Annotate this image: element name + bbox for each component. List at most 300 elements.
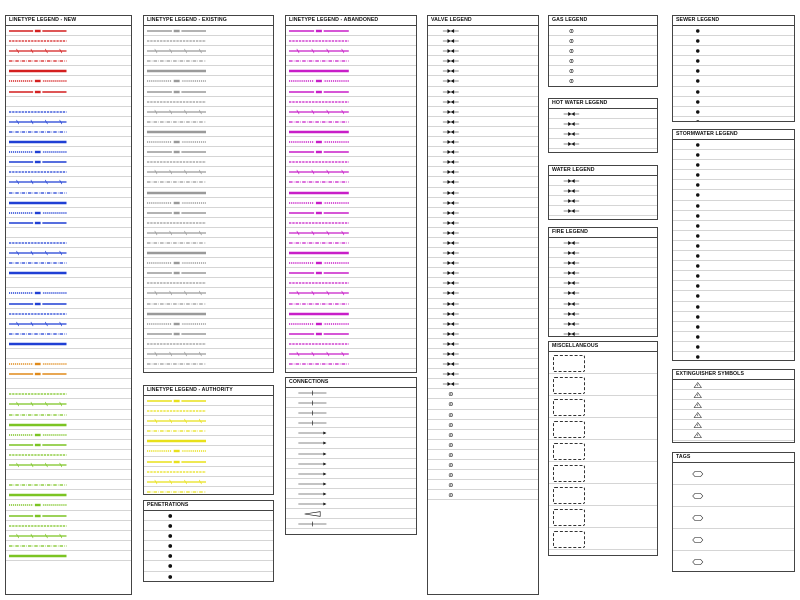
linetype-swatch: [147, 489, 206, 495]
linetype-swatch: [147, 311, 206, 317]
legend-description: [71, 66, 129, 76]
linetype-sample: [9, 190, 67, 196]
legend-description: [211, 177, 271, 187]
legend-row: [286, 258, 416, 268]
legend-row: [428, 157, 538, 167]
water-legend-rows: [549, 176, 657, 216]
symbol-sample: [676, 67, 720, 75]
symbol-sample: [289, 480, 336, 488]
symbol-sample: [552, 140, 591, 148]
legend-description: [71, 440, 129, 450]
linetype-swatch: [289, 48, 349, 54]
legend-description: [71, 167, 129, 177]
linetype-sample: [289, 139, 349, 145]
misc-symbol-frame: [553, 421, 585, 438]
circle-symbol-icon: [431, 421, 471, 429]
group-spacer: [6, 97, 131, 107]
linetype-sample: [9, 331, 67, 337]
legend-row: [6, 329, 131, 339]
symbol-sample: [289, 510, 336, 518]
legend-row: [428, 107, 538, 117]
legend-description: [211, 76, 271, 86]
legend-description: [474, 258, 536, 268]
legend-row: [549, 258, 657, 268]
legend-description: [724, 463, 792, 485]
linetype-swatch: [147, 459, 206, 465]
legend-row: [428, 238, 538, 248]
legend-row: [144, 198, 273, 208]
legend-row: [549, 462, 657, 484]
linetype-sample: [9, 159, 67, 165]
symbol-dot-icon: [676, 108, 720, 116]
valve-symbol-icon: [431, 138, 471, 146]
legend-row: [286, 388, 416, 398]
legend-row: [144, 218, 273, 228]
legend-description: [211, 117, 271, 127]
linetype-sample: [9, 78, 67, 84]
legend-row: [144, 436, 273, 446]
linetype-sample: [147, 479, 206, 485]
valve-symbol-icon: [431, 370, 471, 378]
legend-description: [724, 251, 792, 261]
linetype-sample: [9, 391, 67, 397]
legend-description: [71, 36, 129, 46]
linetype-sample: [147, 301, 206, 307]
linetype-swatch: [9, 129, 67, 135]
legend-description: [354, 329, 414, 339]
linetype-swatch: [289, 351, 349, 357]
linetype-swatch: [9, 391, 67, 397]
linetype-sample: [9, 48, 67, 54]
symbol-sample: [431, 380, 471, 388]
valve-symbol-icon: [552, 110, 591, 118]
legend-row: [6, 218, 131, 228]
symbol-dot-icon: [676, 242, 720, 250]
symbol-sample: [431, 27, 471, 35]
legend-description: [71, 480, 129, 490]
linetype-swatch: [9, 78, 67, 84]
legend-row: [549, 440, 657, 462]
linetype-sample: [9, 220, 67, 226]
legend-description: [724, 529, 792, 551]
legend-description: [474, 288, 536, 298]
legend-description: [724, 170, 792, 180]
legend-row: [549, 418, 657, 440]
legend-description: [474, 440, 536, 450]
linetype-swatch: [147, 260, 206, 266]
linetype-legend-new-panel: [5, 15, 132, 595]
legend-description: [341, 519, 414, 529]
symbol-sample: [431, 481, 471, 489]
valve-symbol-icon: [431, 380, 471, 388]
legend-row: [144, 87, 273, 97]
legend-row: [144, 551, 273, 561]
legend-description: [474, 157, 536, 167]
linetype-swatch: [147, 290, 206, 296]
legend-row: [286, 339, 416, 349]
legend-row: [286, 36, 416, 46]
linetype-sample: [147, 169, 206, 175]
circle-symbol-icon: [431, 411, 471, 419]
legend-description: [594, 238, 655, 248]
legend-row: [549, 319, 657, 329]
symbol-sample: [431, 138, 471, 146]
symbol-dot-icon: [147, 542, 193, 550]
legend-description: [211, 248, 271, 258]
symbol-sample: [552, 120, 591, 128]
legend-row: [286, 398, 416, 408]
legend-row: [6, 440, 131, 450]
symbol-sample: [552, 269, 591, 277]
legend-row: [549, 506, 657, 528]
legend-row: [144, 416, 273, 426]
legend-row: [6, 359, 131, 369]
legend-row: [673, 160, 794, 170]
legend-row: [428, 440, 538, 450]
legend-description: [724, 46, 792, 56]
legend-row: [286, 278, 416, 288]
linetype-sample: [9, 361, 67, 367]
legend-description: [211, 188, 271, 198]
linetype-sample: [147, 469, 206, 475]
legend-row: [6, 309, 131, 319]
legend-description: [71, 198, 129, 208]
symbol-sample: [431, 330, 471, 338]
legend-row: [428, 288, 538, 298]
legend-description: [474, 76, 536, 86]
legend-row: [673, 322, 794, 332]
legend-row: [144, 339, 273, 349]
linetype-sample: [289, 149, 349, 155]
linetype-sample: [9, 119, 67, 125]
stormwater-legend-rows: [673, 140, 794, 361]
linetype-swatch: [147, 438, 206, 444]
legend-description: [211, 278, 271, 288]
symbol-sample: [431, 199, 471, 207]
legend-row: [286, 288, 416, 298]
legend-description: [591, 484, 655, 506]
valve-symbol-icon: [431, 300, 471, 308]
legend-row: [6, 430, 131, 440]
linetype-sample: [289, 78, 349, 84]
valve-symbol-icon: [552, 300, 591, 308]
legend-description: [71, 359, 129, 369]
legend-row: [549, 196, 657, 206]
symbol-sample: [431, 209, 471, 217]
linetype-sample: [289, 270, 349, 276]
legend-description: [724, 26, 792, 36]
legend-row: [428, 147, 538, 157]
legend-description: [474, 309, 536, 319]
symbol-sample: [289, 450, 336, 458]
symbol-dot-icon: [676, 27, 720, 35]
legend-row: [144, 299, 273, 309]
symbol-sample: [676, 161, 720, 169]
legend-description: [341, 449, 414, 459]
linetype-sample: [147, 331, 206, 337]
legend-row: [144, 26, 273, 36]
symbol-sample: [289, 409, 336, 417]
linetype-sample: [9, 139, 67, 145]
connection-arrow-icon: [289, 439, 336, 447]
legend-row: [144, 487, 273, 495]
symbol-sample: [431, 441, 471, 449]
valve-symbol-icon: [552, 320, 591, 328]
legend-row: [428, 97, 538, 107]
connection-tee-icon: [289, 399, 336, 407]
legend-row: [549, 248, 657, 258]
symbol-sample: [431, 491, 471, 499]
legend-row: [144, 396, 273, 406]
symbol-sample: [676, 511, 720, 525]
linetype-swatch: [147, 210, 206, 216]
symbol-sample: [676, 343, 720, 351]
legend-description: [71, 248, 129, 258]
legend-row: [6, 238, 131, 248]
legend-description: [474, 36, 536, 46]
legend-description: [71, 238, 129, 248]
valve-symbol-icon: [431, 259, 471, 267]
linetype-swatch: [9, 543, 67, 549]
connection-tee-icon: [289, 389, 336, 397]
valve-symbol-icon: [431, 269, 471, 277]
linetype-sample: [147, 28, 206, 34]
legend-description: [724, 380, 792, 390]
symbol-dot-icon: [676, 282, 720, 290]
linetype-swatch: [289, 270, 349, 276]
legend-row: [549, 329, 657, 337]
linetype-swatch: [9, 169, 67, 175]
legend-description: [71, 147, 129, 157]
symbol-sample: [552, 57, 591, 65]
legend-row: [286, 459, 416, 469]
legend-description: [71, 309, 129, 319]
symbol-sample: [289, 389, 336, 397]
symbol-sample: [552, 177, 591, 185]
legend-row: [428, 329, 538, 339]
panel-title: LINETYPE LEGEND - EXISTING: [144, 16, 273, 26]
linetype-sample: [147, 361, 206, 367]
symbol-sample: [289, 470, 336, 478]
symbol-sample: [676, 37, 720, 45]
panel-title: LINETYPE LEGEND - AUTHORITY: [144, 386, 273, 396]
legend-description: [211, 467, 271, 477]
symbol-dot-icon: [676, 292, 720, 300]
legend-description: [71, 299, 129, 309]
linetype-sample: [289, 48, 349, 54]
linetype-sample: [289, 159, 349, 165]
linetype-swatch: [289, 280, 349, 286]
linetype-sample: [9, 371, 67, 377]
symbol-sample: [431, 451, 471, 459]
legend-row: [286, 299, 416, 309]
legend-description: [211, 436, 271, 446]
legend-description: [211, 208, 271, 218]
linetype-sample: [289, 361, 349, 367]
linetype-sample: [9, 492, 67, 498]
legend-row: [6, 490, 131, 500]
legend-row: [144, 97, 273, 107]
valve-symbol-icon: [431, 57, 471, 65]
linetype-swatch: [289, 250, 349, 256]
legend-description: [474, 66, 536, 76]
legend-row: [6, 288, 131, 298]
linetype-swatch: [9, 28, 67, 34]
linetype-group: [6, 238, 131, 278]
legend-row: [549, 36, 657, 46]
legend-row: [286, 428, 416, 438]
legend-description: [591, 396, 655, 418]
legend-row: [673, 420, 794, 430]
legend-description: [724, 140, 792, 150]
linetype-swatch: [289, 119, 349, 125]
legend-description: [354, 228, 414, 238]
valve-legend-rows: [428, 26, 538, 500]
symbol-sample: [552, 300, 591, 308]
legend-description: [341, 418, 414, 428]
linetype-swatch: [289, 290, 349, 296]
symbol-sample: [147, 542, 193, 550]
legend-row: [144, 258, 273, 268]
linetype-sample: [9, 250, 67, 256]
valve-symbol-icon: [431, 340, 471, 348]
legend-row: [428, 460, 538, 470]
panel-title: PENETRATIONS: [144, 501, 273, 511]
linetype-sample: [147, 210, 206, 216]
symbol-sample: [431, 259, 471, 267]
linetype-swatch: [147, 179, 206, 185]
symbol-dot-icon: [147, 562, 193, 570]
symbol-sample: [289, 419, 336, 427]
linetype-sample: [289, 200, 349, 206]
misc-symbol-frame: [553, 355, 585, 372]
valve-symbol-icon: [552, 289, 591, 297]
legend-description: [474, 147, 536, 157]
legend-row: [549, 109, 657, 119]
symbol-sample: [676, 57, 720, 65]
misc-symbol-frame: [553, 377, 585, 394]
legend-row: [6, 268, 131, 278]
legend-description: [341, 438, 414, 448]
valve-symbol-icon: [552, 249, 591, 257]
connection-tee-icon: [289, 520, 336, 528]
legend-description: [341, 489, 414, 499]
legend-description: [724, 485, 792, 507]
legend-row: [144, 541, 273, 551]
symbol-sample: [431, 471, 471, 479]
linetype-swatch: [9, 179, 67, 185]
legend-description: [594, 248, 655, 258]
legend-row: [144, 137, 273, 147]
linetype-new-rows: [6, 26, 131, 561]
valve-symbol-icon: [431, 219, 471, 227]
linetype-swatch: [9, 452, 67, 458]
linetype-sample: [289, 99, 349, 105]
linetype-swatch: [9, 412, 67, 418]
legend-row: [286, 228, 416, 238]
legend-description: [71, 76, 129, 86]
legend-row: [6, 399, 131, 409]
linetype-sample: [9, 321, 67, 327]
symbol-sample: [552, 239, 591, 247]
extinguisher-warning-icon: [676, 401, 720, 409]
valve-symbol-icon: [552, 310, 591, 318]
panel-title: LINETYPE LEGEND - NEW: [6, 16, 131, 26]
valve-symbol-icon: [552, 120, 591, 128]
legend-description: [474, 167, 536, 177]
legend-row: [673, 507, 794, 529]
legend-description: [341, 398, 414, 408]
symbol-dot-icon: [676, 262, 720, 270]
legend-row: [549, 139, 657, 149]
symbol-dot-icon: [676, 202, 720, 210]
linetype-sample: [147, 78, 206, 84]
extinguisher-warning-icon: [676, 391, 720, 399]
legend-row: [673, 463, 794, 485]
panel-title: CONNECTIONS: [286, 378, 416, 388]
valve-symbol-icon: [552, 239, 591, 247]
symbol-dot-icon: [676, 161, 720, 169]
valve-legend-panel: [427, 15, 539, 595]
symbol-sample: [552, 27, 591, 35]
valve-symbol-icon: [431, 118, 471, 126]
legend-row: [286, 127, 416, 137]
legend-row: [6, 188, 131, 198]
symbol-sample: [676, 98, 720, 106]
symbol-sample: [431, 239, 471, 247]
legend-row: [6, 420, 131, 430]
linetype-swatch: [9, 533, 67, 539]
legend-row: [428, 198, 538, 208]
symbol-sample: [431, 108, 471, 116]
linetype-swatch: [147, 351, 206, 357]
legend-description: [198, 541, 271, 551]
linetype-swatch: [147, 48, 206, 54]
linetype-sample: [9, 523, 67, 529]
symbol-sample: [431, 178, 471, 186]
legend-row: [549, 186, 657, 196]
legend-description: [724, 390, 792, 400]
linetype-sample: [289, 210, 349, 216]
symbol-sample: [552, 47, 591, 55]
legend-row: [6, 389, 131, 399]
legend-row: [428, 490, 538, 500]
legend-description: [71, 87, 129, 97]
linetype-swatch: [147, 159, 206, 165]
linetype-group: [6, 107, 131, 228]
symbol-sample: [676, 313, 720, 321]
symbol-sample: [431, 77, 471, 85]
symbol-sample: [431, 390, 471, 398]
valve-symbol-icon: [431, 67, 471, 75]
connections-rows: [286, 388, 416, 529]
legend-row: [549, 76, 657, 86]
linetype-swatch: [147, 169, 206, 175]
legend-row: [428, 379, 538, 389]
symbol-dot-icon: [676, 57, 720, 65]
legend-description: [198, 531, 271, 541]
legend-row: [428, 399, 538, 409]
symbol-sample: [552, 249, 591, 257]
circle-symbol-icon: [552, 57, 591, 65]
legend-description: [594, 109, 655, 119]
linetype-sample: [289, 351, 349, 357]
symbol-sample: [676, 88, 720, 96]
legend-row: [286, 117, 416, 127]
symbol-sample: [552, 289, 591, 297]
legend-description: [594, 278, 655, 288]
legend-row: [286, 66, 416, 76]
